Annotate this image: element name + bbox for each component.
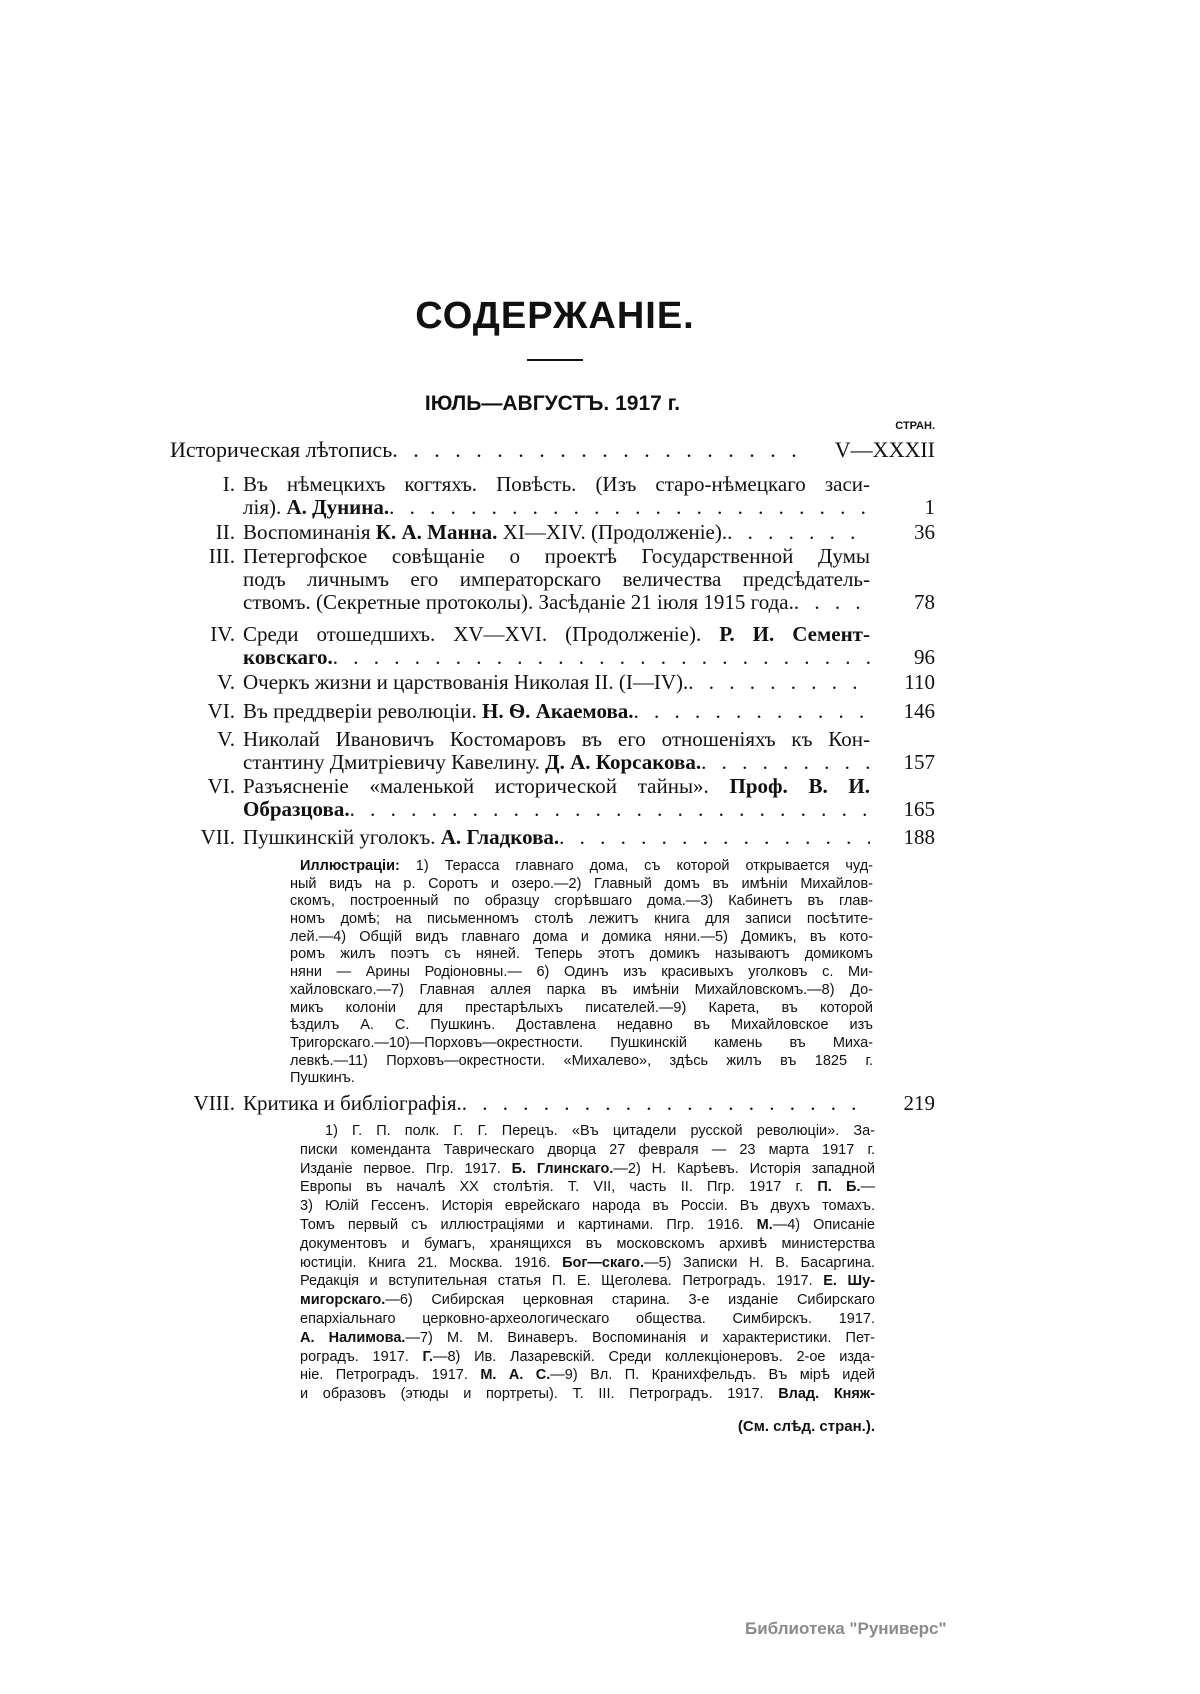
text-run: Критика и библіографія.	[243, 1091, 462, 1115]
text-run: Разъясненіе «маленькой исторической тайны».	[243, 774, 730, 798]
text-run: лей.—4) Общій видъ главнаго дома и домика няни.—5) Домикъ, въ кото-	[290, 928, 873, 945]
author-name: М. А. С.	[480, 1367, 551, 1384]
text-run: Пушкинскій уголокъ.	[243, 825, 441, 849]
entry-numeral: I.	[222, 472, 235, 496]
title-divider	[527, 359, 583, 361]
library-watermark: Библиотека "Руниверс"	[745, 1619, 947, 1638]
toc-line	[243, 545, 870, 568]
toc-line	[243, 623, 870, 646]
entry-text	[243, 591, 794, 614]
line-text	[300, 1254, 875, 1273]
text-run: юстиціи. Книга 21. Москва. 1916.	[300, 1254, 563, 1271]
text-run: XI—XIV. (Продолженіе).	[497, 520, 728, 544]
entry-text	[243, 646, 333, 669]
dot-leader	[462, 1092, 870, 1115]
author-name: К. А. Манна.	[375, 520, 498, 544]
entry-numeral: VIII.	[193, 1091, 235, 1115]
author-name: Влад. Княж-	[778, 1386, 875, 1403]
dot-leader	[701, 751, 870, 774]
text-run: лія).	[243, 495, 287, 519]
text-line	[290, 929, 873, 947]
text-line	[300, 1348, 875, 1367]
line-text	[290, 1053, 873, 1071]
toc-entry	[207, 699, 935, 723]
line-text	[290, 929, 873, 947]
entry-text	[243, 473, 870, 496]
dot-leader	[634, 700, 870, 723]
line-text	[300, 858, 873, 876]
toc-line	[170, 438, 810, 461]
toc-line	[243, 798, 870, 821]
entry-text	[243, 623, 870, 646]
text-run: скомъ, построенный по образцу сгорѣвшаго дома.—3) Кабинетъ въ глав-	[290, 893, 873, 910]
toc-line	[243, 496, 870, 519]
toc-entry-chronicle	[170, 437, 935, 462]
text-line	[290, 893, 873, 911]
page-number: 165	[903, 797, 935, 821]
page-number: 219	[903, 1091, 935, 1115]
dot-leader	[559, 826, 870, 849]
text-run: и образовъ (этюды и портреты). Т. III. Петроградъ. 1917.	[300, 1386, 779, 1403]
dot-leader	[350, 798, 870, 821]
text-line	[290, 1000, 873, 1018]
dot-leader	[333, 646, 870, 669]
toc-line	[243, 568, 870, 591]
toc-entry	[217, 727, 935, 774]
text-run: —6) Сибирская церковная старина. 3-е изданіе Сибирскаго	[385, 1292, 875, 1309]
bibliography-list	[300, 1122, 875, 1404]
entry-numeral: V.	[217, 727, 235, 751]
line-text	[290, 911, 873, 929]
entry-numeral: II.	[215, 520, 235, 544]
text-run: 1) Терасса главнаго дома, съ которой открывается чуд-	[399, 858, 873, 874]
text-line	[300, 1141, 875, 1160]
text-run: ствомъ. (Секретные протоколы). Засѣданіе 21 іюля 1915 года.	[243, 590, 794, 614]
text-run: левкѣ.—11) Порховъ—окрестности. «Михалево», здѣсь жилъ въ 1825 г.	[290, 1052, 873, 1069]
text-line	[290, 1035, 873, 1053]
entry-numeral: III.	[208, 544, 235, 568]
entry-title: Историческая лѣтопись	[170, 437, 393, 462]
author-name: М.	[756, 1216, 773, 1233]
author-name: Е. Шу-	[823, 1273, 875, 1290]
line-text	[300, 1329, 875, 1348]
text-line	[290, 964, 873, 982]
text-run: Петергофское совѣщаніе о проектѣ Государственной Думы	[243, 544, 870, 568]
author-name: П. Б.	[817, 1179, 861, 1196]
text-run: ніе. Петроградъ. 1917.	[300, 1367, 481, 1384]
page-number: 157	[903, 750, 935, 774]
page-number: 146	[903, 699, 935, 723]
text-run: стантину Дмитріевичу Кавелину.	[243, 750, 546, 774]
author-name: А. Гладкова.	[440, 825, 560, 849]
line-text	[300, 1348, 875, 1367]
text-run: —5) Записки Н. В. Басаргина.	[644, 1254, 875, 1271]
text-line	[290, 911, 873, 929]
entry-text	[243, 1092, 462, 1115]
author-name: Д. А. Корсакова.	[545, 750, 702, 774]
entry-text	[243, 496, 389, 519]
text-run: Пушкинъ.	[290, 1070, 355, 1087]
dot-leader	[389, 496, 870, 519]
dot-leader	[392, 438, 810, 461]
author-name: Иллюстраціи:	[300, 858, 400, 874]
author-name: Образцова.	[243, 797, 350, 821]
page-number: 110	[904, 670, 935, 694]
entry-numeral: V.	[217, 670, 235, 694]
text-line	[300, 1216, 875, 1235]
text-run: ромъ жилъ поэтъ съ няней. Теперь этотъ домикъ называютъ домикомъ	[290, 946, 873, 963]
text-run: Томъ первый съ иллюстраціями и картинами. Пгр. 1916.	[300, 1216, 757, 1233]
text-line	[300, 1122, 875, 1141]
entry-text	[243, 826, 559, 849]
line-text	[300, 1366, 875, 1385]
text-line	[290, 1070, 873, 1088]
text-line	[290, 876, 873, 894]
author-name: ковскаго.	[243, 645, 333, 669]
text-run: хайловскаго.—7) Главная аллея парка въ имѣніи Михайловскомъ.—8) До-	[290, 981, 873, 998]
issue-subtitle: ІЮЛЬ—АВГУСТЪ. 1917 г.	[424, 392, 681, 415]
entry-text	[243, 568, 870, 591]
author-name: А. Налимова.	[300, 1329, 406, 1346]
toc-entry	[222, 472, 935, 519]
text-run: Тригорскаго.—10)—Порховъ—окрестности. Пушкинскій камень въ Миха-	[290, 1034, 873, 1051]
text-run: —4) Описаніе	[772, 1216, 875, 1233]
text-run: —8) Ив. Лазаревскій. Среди коллекціонеровъ. 2-ое изда-	[432, 1348, 876, 1365]
text-run: Редакція и вступительная статья П. Е. Щеголева. Петроградъ. 1917.	[300, 1273, 824, 1290]
text-run: Очеркъ жизни и царствованія Николая II. (I—IV).	[243, 670, 689, 694]
toc-line	[243, 728, 870, 751]
text-run: Въ преддверіи революціи.	[243, 699, 482, 723]
illustrations-list	[290, 858, 873, 1088]
page-number: 1	[924, 495, 935, 519]
entry-numeral: VI.	[207, 774, 235, 798]
toc-line	[243, 646, 870, 669]
entry-numeral: VII.	[200, 825, 235, 849]
toc-line	[243, 700, 870, 723]
author-name: Г.	[422, 1348, 433, 1365]
pages-column-label: СТРАН.	[895, 420, 935, 432]
line-text	[300, 1235, 875, 1254]
toc-entry	[217, 670, 935, 694]
entry-numeral: IV.	[210, 622, 235, 646]
text-line	[290, 982, 873, 1000]
text-line	[300, 1291, 875, 1310]
entry-text	[243, 700, 634, 723]
dot-leader	[727, 521, 870, 544]
text-line	[300, 1254, 875, 1273]
text-run: микъ колоніи для престарѣлыхъ писателей.—9) Карета, въ которой	[290, 999, 873, 1016]
toc-entry	[207, 774, 935, 821]
entry-text	[243, 798, 350, 821]
text-run: 1) Г. П. полк. Г. Г. Перецъ. «Въ цитадели русской революціи». За-	[325, 1123, 875, 1139]
line-text	[300, 1216, 875, 1235]
entry-text	[243, 775, 870, 798]
line-text	[300, 1141, 875, 1160]
line-text	[325, 1122, 875, 1141]
line-text	[290, 1070, 873, 1088]
page-number: 36	[914, 520, 935, 544]
toc-line	[243, 473, 870, 496]
page-number: 188	[903, 825, 935, 849]
text-line	[300, 1197, 875, 1216]
page-title: СОДЕРЖАНІЕ.	[415, 295, 695, 337]
toc-line	[243, 671, 870, 694]
text-run: Въ нѣмецкихъ когтяхъ. Повѣсть. (Изъ старо-нѣмецкаго заси-	[243, 472, 870, 496]
continued-note: (См. слѣд. стран.).	[737, 1418, 875, 1435]
line-text	[300, 1197, 875, 1216]
text-line	[300, 1385, 875, 1404]
text-run: епархіальнаго церковно-археологическаго общества. Симбирскъ. 1917.	[300, 1310, 875, 1327]
text-run: номъ домѣ; на письменномъ столѣ лежитъ книга для записи посѣтите-	[290, 911, 873, 928]
text-line	[300, 1272, 875, 1291]
toc-line	[243, 521, 870, 544]
toc-entry	[210, 622, 935, 669]
text-run: —7) М. М. Винаверъ. Воспоминанія и характеристики. Пет-	[405, 1329, 875, 1346]
dot-leader	[794, 591, 870, 614]
text-run: няни — Арины Родіоновны.— 6) Одинъ изъ красивыхъ уголковъ с. Ми-	[290, 964, 873, 981]
entry-text	[243, 521, 727, 544]
entry-text	[243, 671, 688, 694]
text-line	[300, 1310, 875, 1329]
entry-text	[243, 545, 870, 568]
text-run: —	[860, 1179, 875, 1196]
text-run: Изданіе первое. Пгр. 1917.	[300, 1160, 512, 1177]
line-text	[290, 964, 873, 982]
author-name: А. Дунина.	[286, 495, 390, 519]
text-run: роградъ. 1917.	[300, 1348, 423, 1365]
text-run: —9) Вл. П. Кранихфельдъ. Въ мірѣ идей	[550, 1367, 875, 1384]
line-text	[300, 1310, 875, 1329]
text-line	[300, 1235, 875, 1254]
toc-entry	[215, 520, 935, 544]
toc-line	[243, 775, 870, 798]
text-run: Европы въ началѣ XX столѣтія. Т. VII, часть II. Пгр. 1917 г.	[300, 1179, 818, 1196]
entry-numeral: VI.	[207, 699, 235, 723]
line-text	[290, 876, 873, 894]
author-name: Р. И. Семент-	[719, 622, 870, 646]
line-text	[300, 1385, 875, 1404]
line-text	[290, 1017, 873, 1035]
author-name: мигорскаго.	[300, 1292, 386, 1309]
text-run: Среди отошедшихъ. XV—XVI. (Продолженіе).	[243, 622, 720, 646]
text-line	[290, 1017, 873, 1035]
text-line	[290, 858, 873, 876]
toc-line	[243, 826, 870, 849]
text-run: ѣздилъ А. С. Пушкинъ. Доставлена недавно въ Михайловское изъ	[290, 1017, 873, 1034]
page-number: 96	[914, 645, 935, 669]
text-run: Николай Ивановичъ Костомаровъ въ его отношеніяхъ къ Кон-	[243, 727, 870, 751]
line-text	[300, 1178, 875, 1197]
toc-entry	[208, 544, 935, 614]
entry-text	[243, 728, 870, 751]
text-line	[300, 1366, 875, 1385]
text-run: ный видъ на р. Соротъ и озеро.—2) Главный домъ въ имѣніи Михайлов-	[290, 875, 873, 892]
page-number: V—XXXII	[834, 437, 935, 462]
line-text	[290, 893, 873, 911]
text-line	[300, 1329, 875, 1348]
toc-entry	[200, 825, 935, 849]
text-run: Воспоминанія	[243, 520, 376, 544]
text-run: писки коменданта Таврическаго дворца 27 февраля — 23 марта 1917 г.	[300, 1141, 875, 1158]
line-text	[290, 946, 873, 964]
entry-text	[243, 751, 701, 774]
toc-line	[243, 751, 870, 774]
text-run: —2) Н. Карѣевъ. Исторія западной	[613, 1160, 876, 1177]
author-name: Бог—скаго.	[562, 1254, 645, 1271]
line-text	[290, 1000, 873, 1018]
page-number: 78	[914, 590, 935, 614]
author-name: Б. Глинскаго.	[511, 1160, 614, 1177]
author-name: Н. Ѳ. Акаемова.	[482, 699, 634, 723]
text-run: подъ личнымъ его императорскаго величества предсѣдатель-	[243, 567, 870, 591]
line-text	[290, 1035, 873, 1053]
line-text	[300, 1160, 875, 1179]
text-run: документовъ и бумагъ, хранящихся въ московскомъ архивѣ министерства	[300, 1235, 875, 1252]
toc-line	[243, 1092, 870, 1115]
author-name: Проф. В. И.	[729, 774, 870, 798]
line-text	[300, 1272, 875, 1291]
text-line	[290, 1053, 873, 1071]
toc-entry	[193, 1091, 935, 1115]
dot-leader	[688, 671, 870, 694]
line-text	[290, 982, 873, 1000]
text-line	[290, 946, 873, 964]
text-line	[300, 1160, 875, 1179]
line-text	[300, 1291, 875, 1310]
text-run: 3) Юлій Гессенъ. Исторія еврейскаго народа въ Россіи. Въ двухъ томахъ.	[300, 1198, 875, 1215]
text-line	[300, 1178, 875, 1197]
toc-line	[243, 591, 870, 614]
